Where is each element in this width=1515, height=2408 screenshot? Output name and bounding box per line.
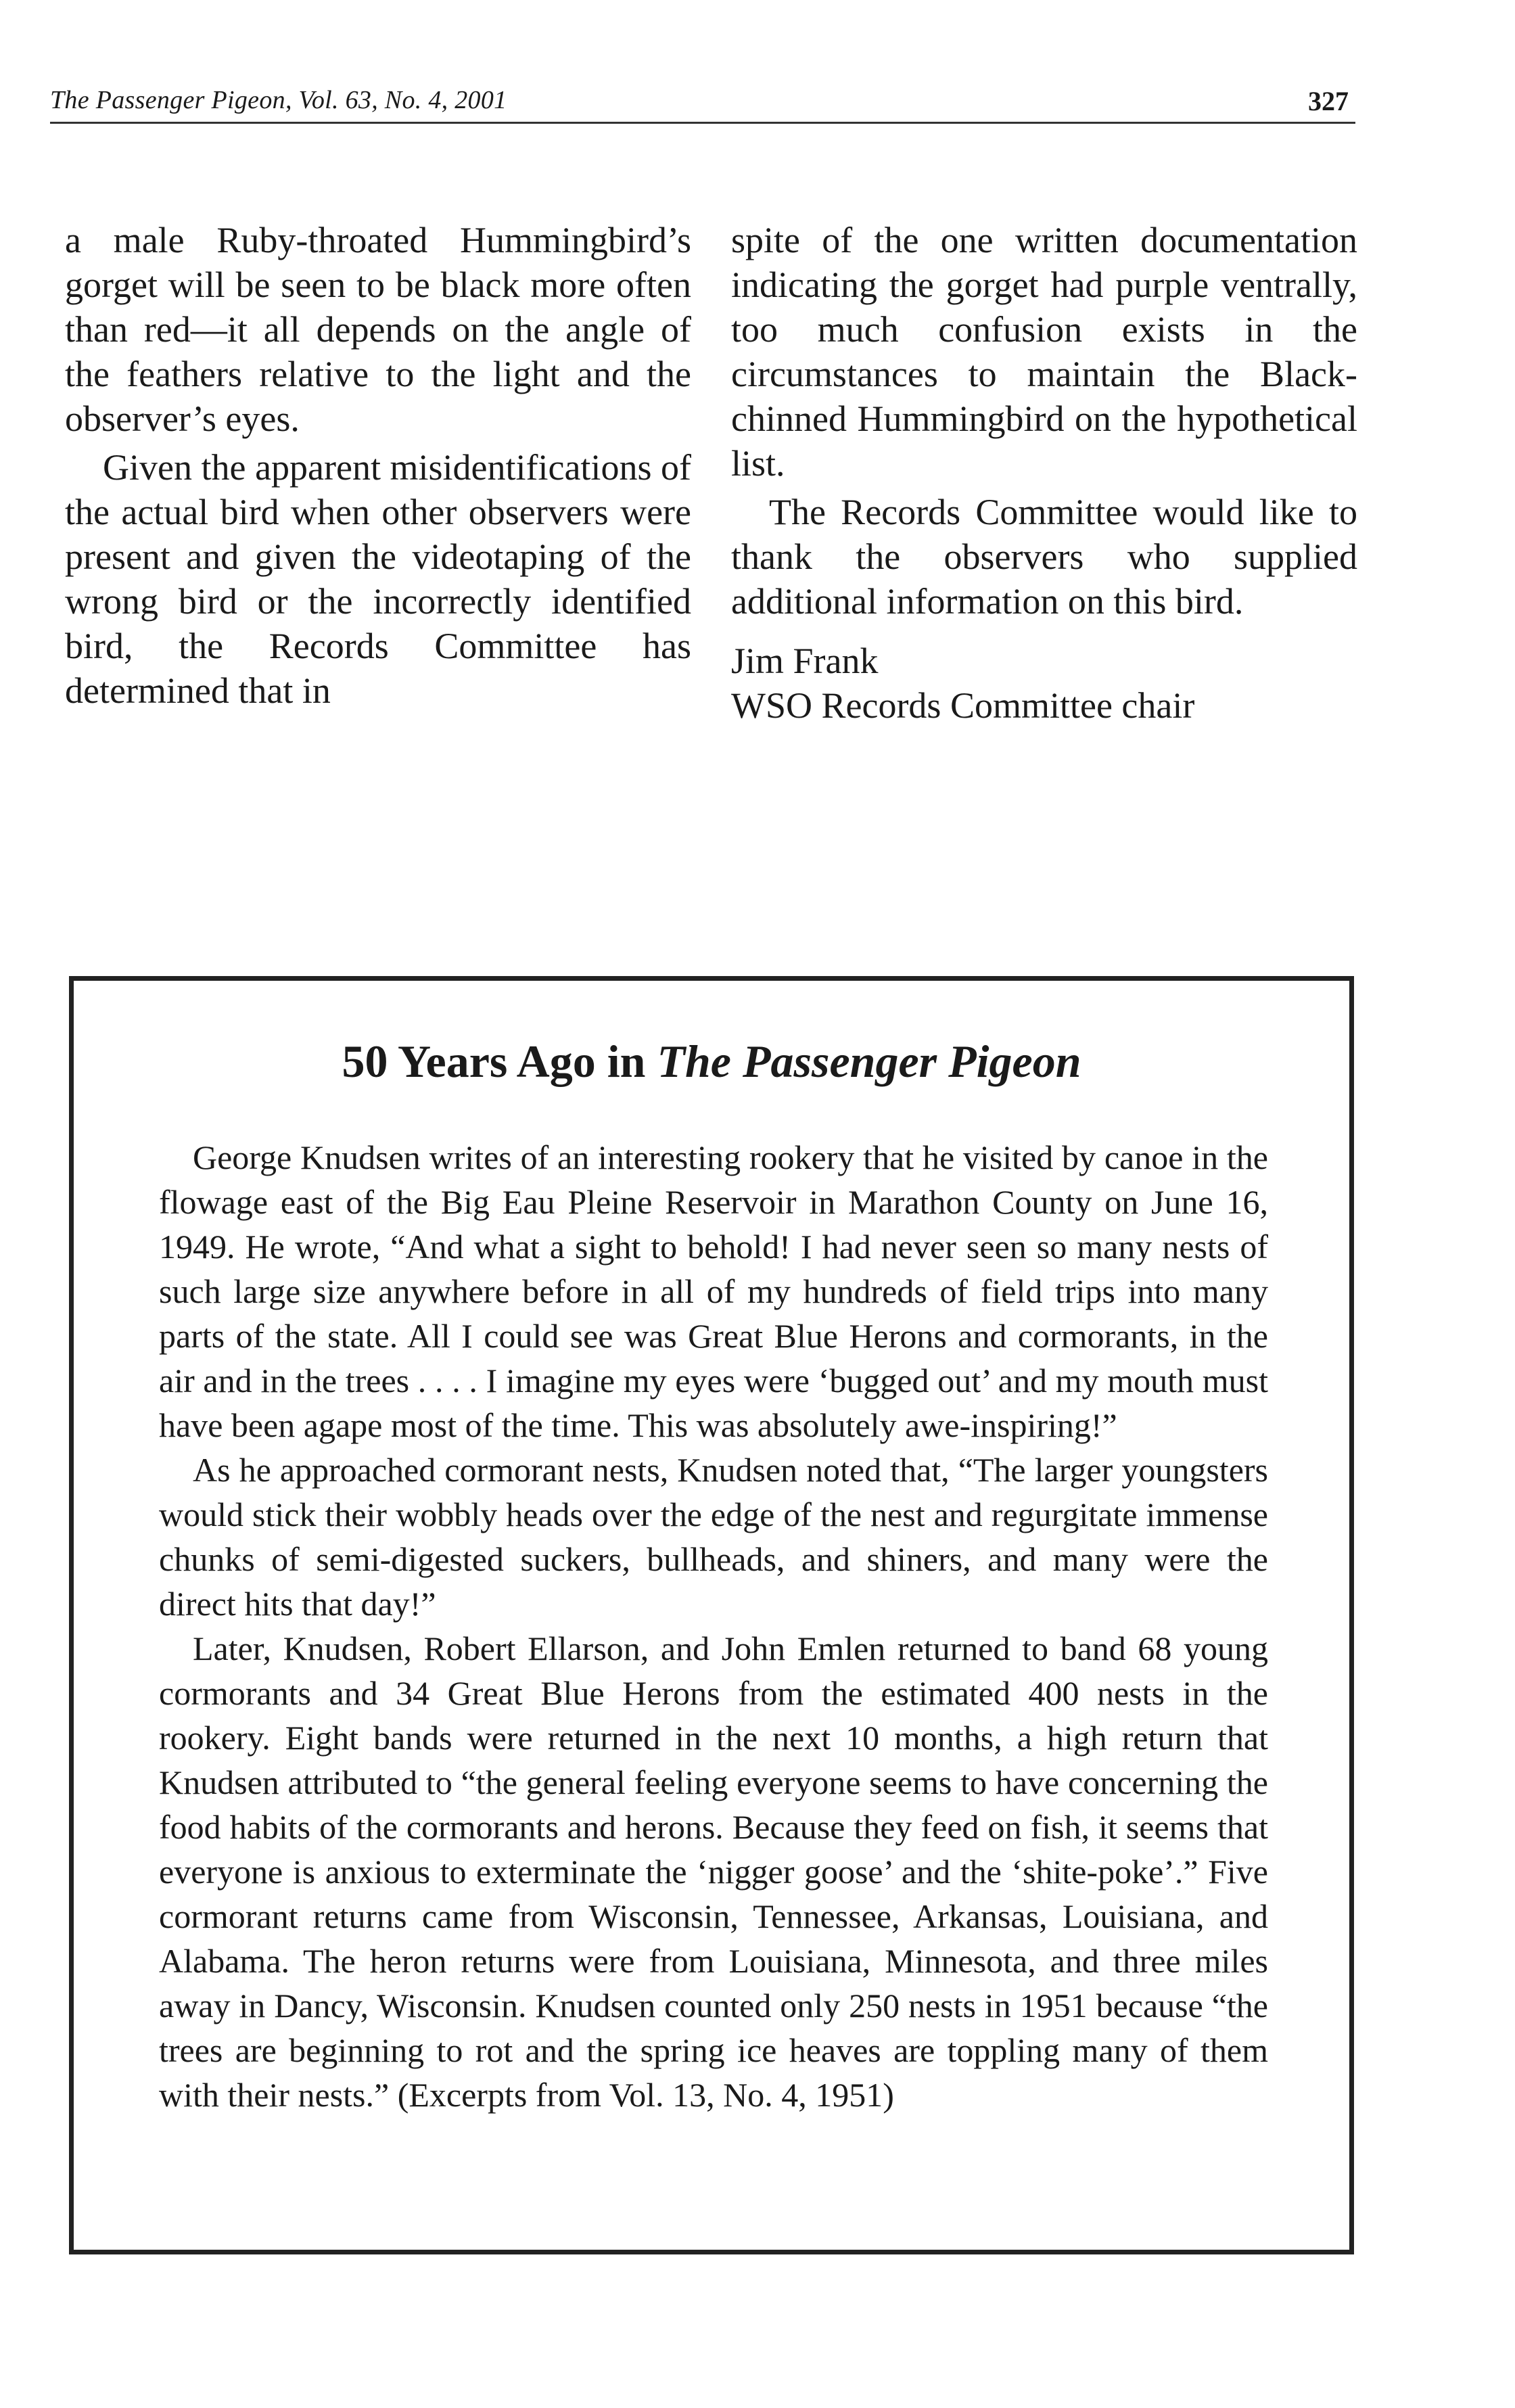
left-paragraph-1: a male Ruby-throated Hummingbird’s gorget will be seen to be black more often than red—it all depends on the angle of the feathers relative to the light and the observer’s eyes. xyxy=(65,220,691,439)
box-title-prefix: 50 Years Ago in xyxy=(342,1036,646,1087)
box-paragraph-3: Later, Knudsen, Robert Ellarson, and John Emlen returned to band 68 young cormorants and 34 Great Blue Herons from the estimated 400 nests in the rookery. Eight bands were returned in the next 10 months, a high return that Knudsen attributed to “the general feeling everyone seems to have concerning the food habits of the cormorants and herons. Because they feed on fish, it seems that everyone is anxious to exterminate the ‘nigger goose’ and the ‘shite-poke’.” Five cormorant returns came from Wisconsin, Tennessee, Arkansas, Louisiana, and Alabama. The heron returns were from Louisiana, Minnesota, and three miles away in Dancy, Wisconsin. Knudsen counted only 250 nests in 1951 because “the trees are beginning to rot and the spring ice heaves are toppling many of them with their nests.” (Excerpts from Vol. 13, No. 4, 1951) xyxy=(159,1629,1268,2114)
right-paragraph-1: spite of the one written documentation indicating the gorget had purple ventrally, too much confusion exists in the circumstances to maintain the Blackchinned Hummingbird on the hypothetical list. xyxy=(731,220,1357,484)
box-paragraph-1: George Knudsen writes of an interesting rookery that he visited by canoe in the flowage east of the Big Eau Pleine Reservoir in Marathon County on June 16, 1949. He wrote, “And what a sight to behold! I had never seen so many nests of such large size anywhere before in all of my hundreds of field trips into many parts of the state. All I could see was Great Blue Herons and cormorants, in the air and in the trees . . . . I imagine my eyes were ‘bugged out’ and my mouth must have been agape most of the time. This was absolutely awe-inspiring!” xyxy=(159,1138,1268,1444)
running-header xyxy=(50,80,1355,124)
signature-name: Jim Frank xyxy=(731,641,879,681)
box-paragraph-2: As he approached cormorant nests, Knudsen noted that, “The larger youngsters would stick their wobbly heads over the edge of the nest and regurgitate immense chunks of semi-digested suckers, bullheads, and shiners, and many were the direct hits that day!” xyxy=(159,1451,1268,1623)
right-paragraph-2: The Records Committee would like to thank the observers who supplied additional information on this bird. xyxy=(731,492,1357,622)
page-number: 327 xyxy=(1308,86,1349,116)
article-columns xyxy=(65,218,1357,745)
left-column xyxy=(65,218,691,713)
left-paragraph-2: Given the apparent misidentifications of the actual bird when other observers were present and given the videotaping of the wrong bird or the incorrectly identified bird, the Records Committee has determined that in xyxy=(65,447,691,711)
box-title-journal: The Passenger Pigeon xyxy=(657,1036,1081,1087)
box-title xyxy=(74,1035,1349,1088)
journal-citation: The Passenger Pigeon, Vol. 63, No. 4, 2001 xyxy=(50,86,507,114)
box-body xyxy=(159,1135,1268,2117)
fifty-years-ago-box xyxy=(69,976,1354,2254)
right-column xyxy=(731,218,1357,728)
signature-title: WSO Records Committee chair xyxy=(731,685,1195,726)
